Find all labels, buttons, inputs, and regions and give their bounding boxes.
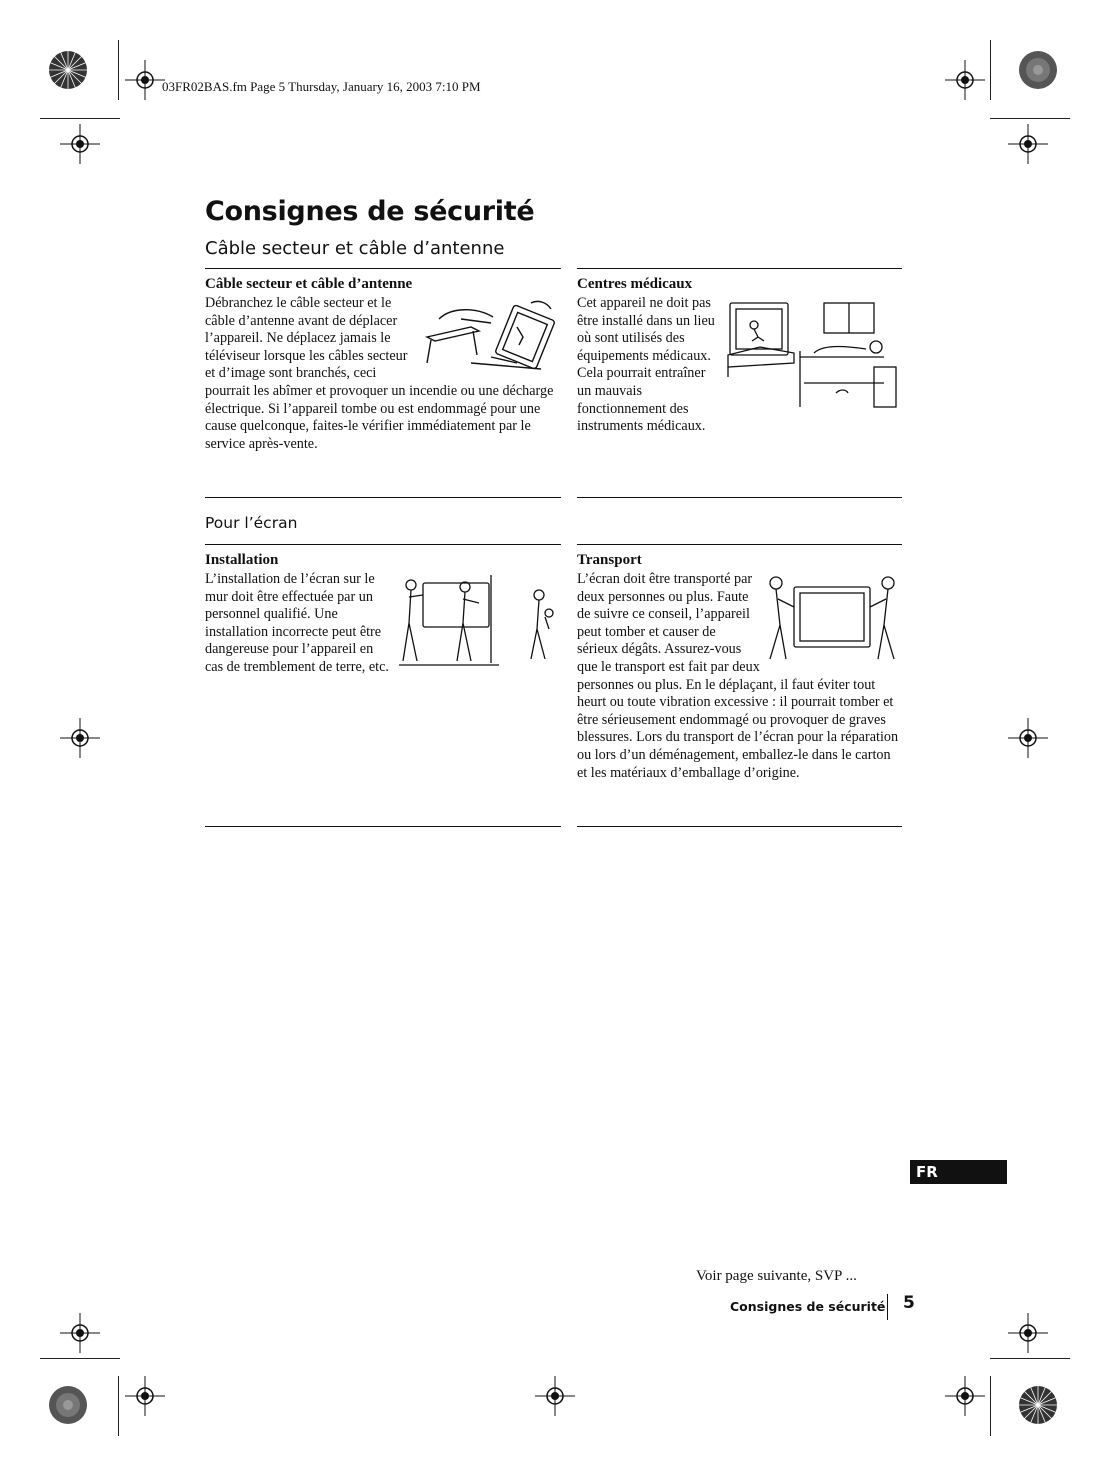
crosshair-circle-icon xyxy=(125,1376,165,1416)
moving-tv-illustration-icon xyxy=(421,297,561,373)
page-number: 5 xyxy=(903,1293,915,1313)
block-text: L’installation de l’écran sur le mur doit être effectuée par un personnel qualifié. Une installation incorrecte peut être dangereuse pour l’appareil en cas de tremblement de terre, etc. xyxy=(205,571,389,675)
block-text: Débranchez le câble secteur et le câble d’antenne avant de déplacer l’appareil. Ne déplacez jamais le téléviseur lorsque les câbles secteur et d’image sont branchés, ceci pourrait les abîmer et provoquer un incendie ou une décharge électrique. Si l’appareil tombe ou est endommagé pour une cause quelconque, faites-le vérifier immédiatement par le service après-vente. xyxy=(205,295,554,452)
hospital-room-illustration-icon xyxy=(724,297,902,413)
crosshair-circle-icon xyxy=(60,1313,100,1353)
block-title: Câble secteur et câble d’antenne xyxy=(205,276,413,292)
block-transport xyxy=(577,544,902,827)
footer-section-label: Consignes de sécurité xyxy=(730,1299,886,1314)
crosshair-circle-icon xyxy=(60,718,100,758)
section-heading-cables: Câble secteur et câble d’antenne xyxy=(205,238,505,259)
block-text: L’écran doit être transporté par deux personnes ou plus. Faute de suivre ce conseil, l’appareil peut tomber et causer de sérieux dégâts. Assurez-vous que le transport est fait par deux personnes ou plus. En le déplaçant, il faut éviter tout heurt ou toute vibration excessive : il pourrait tomber et être sérieusement endommagé ou provoquer de graves blessures. Lors du transport de l’écran pour la réparation ou lors d’un déménagement, emballez-le dans le carton et les matériaux d’emballage d’origine. xyxy=(577,571,899,781)
crosshair-circle-icon xyxy=(945,1376,985,1416)
crosshair-circle-icon xyxy=(1008,124,1048,164)
page-title: Consignes de sécurité xyxy=(205,196,535,227)
block-power-antenna-cable xyxy=(205,268,561,498)
language-badge: FR xyxy=(910,1160,1007,1184)
section-heading-screen: Pour l’écran xyxy=(205,514,298,532)
starburst-target-icon xyxy=(1018,50,1058,90)
block-text: Cet appareil ne doit pas être installé dans un lieu où sont utilisés des équipements médicaux. Cela pourrait entraîner un mauvais fonctionnement des instruments médicaux. xyxy=(577,295,715,435)
crosshair-circle-icon xyxy=(535,1376,575,1416)
next-page-note: Voir page suivante, SVP ... xyxy=(696,1268,857,1284)
block-installation xyxy=(205,544,561,827)
starburst-target-icon xyxy=(48,1385,88,1425)
crosshair-circle-icon xyxy=(1008,718,1048,758)
crosshair-circle-icon xyxy=(1008,1313,1048,1353)
starburst-target-icon xyxy=(1018,1385,1058,1425)
block-title: Transport xyxy=(577,552,642,568)
file-info-header: 03FR02BAS.fm Page 5 Thursday, January 16, 2003 7:10 PM xyxy=(162,79,481,94)
two-people-carrying-screen-icon xyxy=(766,573,902,663)
crop-line xyxy=(40,118,120,119)
footer-separator xyxy=(887,1294,888,1320)
crosshair-circle-icon xyxy=(125,60,165,100)
starburst-target-icon xyxy=(48,50,88,90)
block-title: Installation xyxy=(205,552,279,568)
crosshair-circle-icon xyxy=(60,124,100,164)
crosshair-circle-icon xyxy=(945,60,985,100)
block-medical-centers xyxy=(577,268,902,498)
crop-line xyxy=(118,1376,119,1436)
wall-installation-illustration-icon xyxy=(399,573,561,669)
crop-line xyxy=(990,40,991,100)
crop-line xyxy=(118,40,119,100)
crop-line xyxy=(990,1376,991,1436)
crop-line xyxy=(990,118,1070,119)
crop-line xyxy=(990,1358,1070,1359)
block-title: Centres médicaux xyxy=(577,276,693,292)
crop-line xyxy=(40,1358,120,1359)
